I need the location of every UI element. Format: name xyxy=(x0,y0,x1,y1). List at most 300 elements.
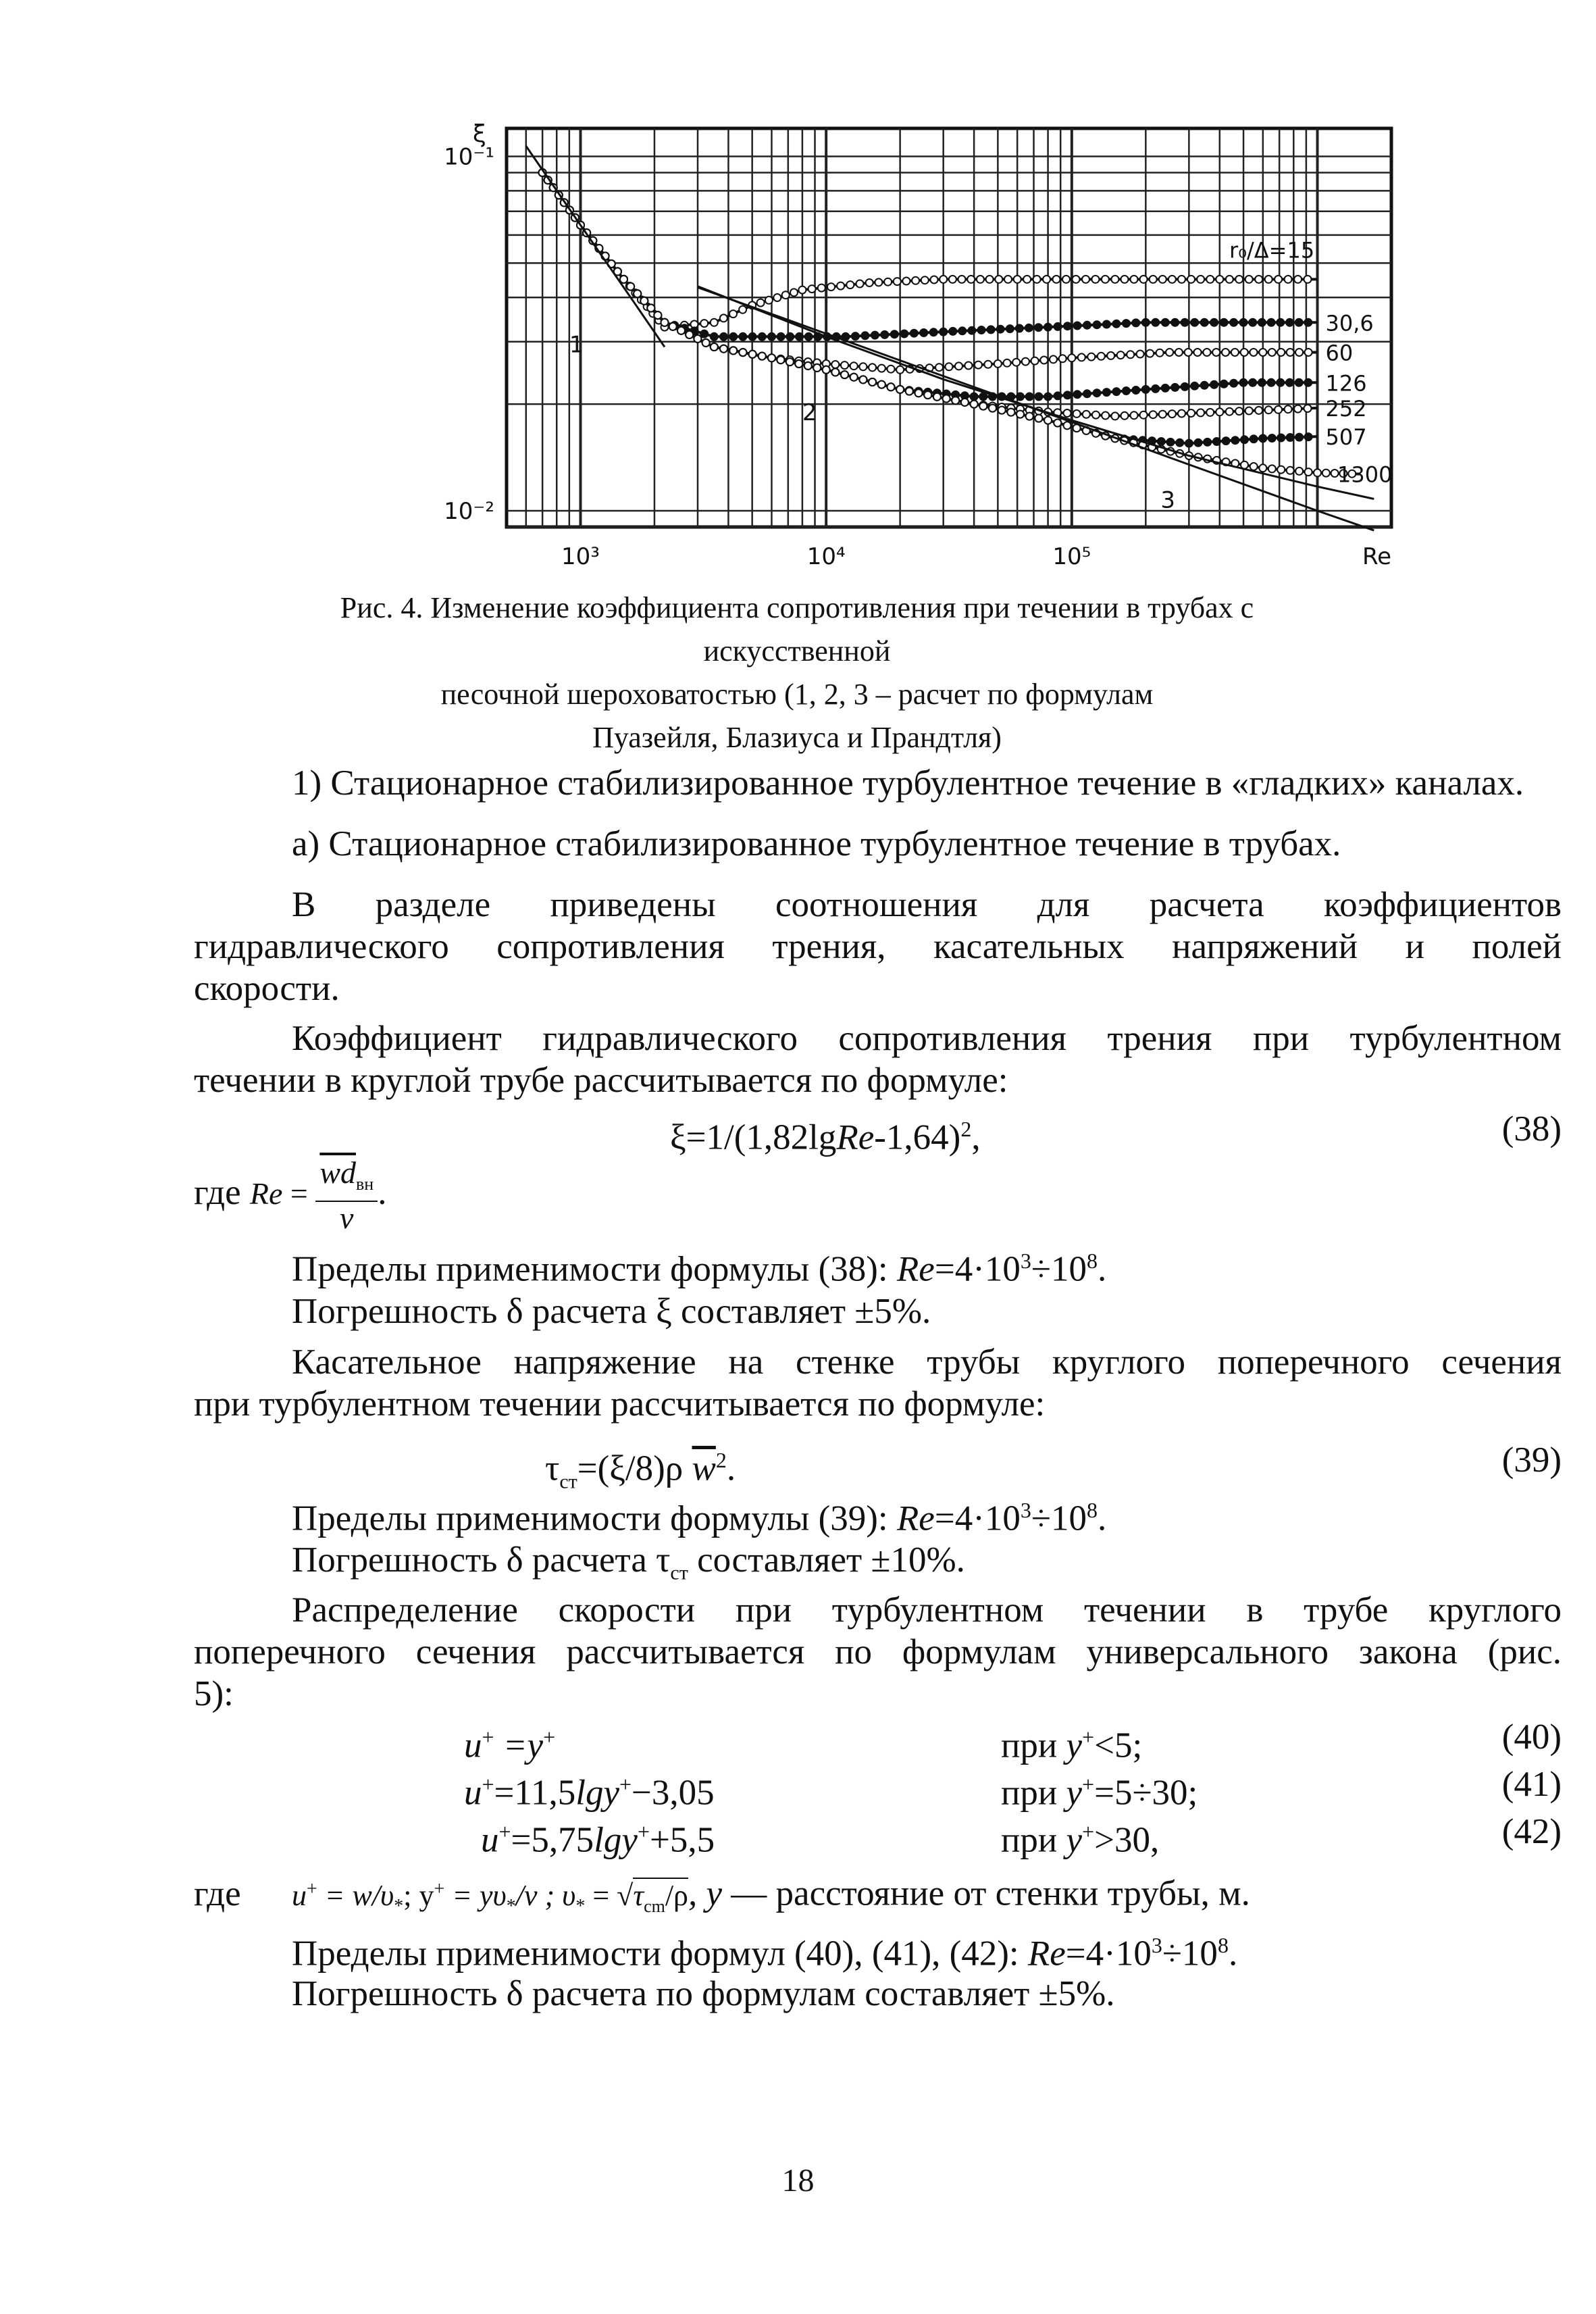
data-point xyxy=(1050,355,1057,363)
data-point xyxy=(1092,411,1100,419)
data-point xyxy=(1167,438,1175,446)
data-point xyxy=(1025,324,1033,332)
data-point xyxy=(930,328,937,336)
data-point xyxy=(878,381,885,388)
data-point xyxy=(1231,436,1239,444)
data-point xyxy=(1194,349,1202,356)
data-point xyxy=(1287,434,1294,441)
data-point xyxy=(1146,350,1154,357)
data-point xyxy=(1064,422,1071,429)
para1-line3: скорости. xyxy=(194,969,340,1008)
heading-smooth-channels: 1) Стационарное стабилизированное турбулентное течение в «гладких» каналах. xyxy=(292,763,1524,803)
data-point xyxy=(818,284,825,292)
data-point xyxy=(1216,408,1223,416)
chart-svg xyxy=(419,108,1445,595)
data-point xyxy=(627,283,634,291)
data-point xyxy=(1245,276,1253,283)
data-point xyxy=(1062,276,1070,283)
data-point xyxy=(1255,407,1262,414)
data-point xyxy=(931,276,938,284)
data-point xyxy=(1287,467,1294,474)
para3-line1: Касательное напряжение на стенке трубы круглого поперечного сечения xyxy=(292,1342,1562,1382)
para3-line2: при турбулентном течении рассчитывается по формуле: xyxy=(194,1384,1046,1424)
reynolds-definition: где Re = $\frac{\overline{wd}_{вн}}{\nu}$ . xyxy=(194,1155,387,1236)
data-point xyxy=(1235,276,1243,283)
data-point xyxy=(1212,349,1220,356)
data-point xyxy=(777,356,784,363)
data-point xyxy=(729,333,737,341)
data-point xyxy=(933,393,941,401)
curve-label-3: 3 xyxy=(1160,486,1176,514)
data-point xyxy=(910,330,918,337)
reynolds-fraction: $\frac{\overline{wd}_{вн}}{\nu}$ xyxy=(315,1157,378,1234)
data-point xyxy=(634,290,641,297)
data-point xyxy=(861,332,869,339)
velocity-definitions: где $u^+ = w/\upsilon_*$; $y^+ = y\upsilon_*/\nu$ ; $\upsilon_* = √\tau_{cm}/\rho$, y — расстояние от стенки трубы, м. xyxy=(194,1873,1250,1917)
data-point xyxy=(1140,411,1148,419)
data-point xyxy=(949,328,956,335)
data-point xyxy=(924,391,931,399)
data-point xyxy=(1226,276,1233,283)
data-point xyxy=(739,306,746,313)
y-tick-label: 10⁻² xyxy=(444,498,494,526)
data-point xyxy=(884,278,892,286)
eq40-condition: при y+<5; xyxy=(1001,1725,1143,1765)
data-point xyxy=(1249,319,1256,326)
x-tick-label: 10⁴ xyxy=(806,543,846,570)
data-point xyxy=(852,332,859,340)
data-point xyxy=(1295,379,1303,386)
data-point xyxy=(1159,276,1166,283)
data-point xyxy=(1203,349,1210,356)
data-point xyxy=(1074,322,1081,330)
series-label-126: 126 xyxy=(1325,370,1367,397)
friction-coefficient-chart xyxy=(419,108,1445,595)
series-line-252 xyxy=(542,173,1317,416)
data-point xyxy=(935,363,943,371)
eq40-formula: u+ =y+ xyxy=(464,1725,556,1765)
limits-40-42: Пределы применимости формул (40), (41), (42): $Re=4\cdot 10^3\div 10^8$. xyxy=(292,1933,1238,1973)
data-point xyxy=(654,311,661,319)
data-point xyxy=(777,333,785,341)
data-point xyxy=(891,330,898,338)
data-point xyxy=(1004,276,1012,283)
data-point xyxy=(977,276,984,283)
data-point xyxy=(949,276,956,283)
data-point xyxy=(757,299,765,307)
paragraph-velocity xyxy=(194,1589,1562,1715)
data-point xyxy=(1102,276,1109,283)
data-point xyxy=(1304,405,1312,412)
series-line-507 xyxy=(542,173,1317,444)
data-point xyxy=(1277,466,1285,474)
data-point xyxy=(1035,393,1042,401)
data-point xyxy=(1082,276,1089,283)
data-point xyxy=(1304,319,1312,326)
data-point xyxy=(1187,409,1195,417)
data-point xyxy=(995,276,1002,283)
data-point xyxy=(1176,439,1183,447)
data-point xyxy=(1137,351,1144,358)
data-point xyxy=(869,378,876,386)
data-point xyxy=(1054,420,1061,427)
paragraph-friction xyxy=(194,1017,1562,1101)
data-point xyxy=(1026,393,1033,401)
data-point xyxy=(1107,352,1114,359)
data-point xyxy=(1098,353,1105,360)
data-point xyxy=(1259,349,1266,356)
para1-line1: В разделе приведены соотношения для расчета коэффициентов xyxy=(292,885,1562,924)
data-point xyxy=(1220,319,1228,326)
data-point xyxy=(939,276,947,283)
series-label-1300: 1300 xyxy=(1337,461,1393,488)
data-point xyxy=(1150,411,1157,418)
data-point xyxy=(765,297,773,304)
x-tick-label: 10³ xyxy=(561,543,600,570)
data-point xyxy=(749,333,756,341)
data-point xyxy=(1117,351,1125,359)
data-point xyxy=(1268,379,1275,386)
data-point xyxy=(1111,412,1118,420)
data-point xyxy=(804,362,812,370)
data-point xyxy=(900,330,908,338)
data-point xyxy=(1171,319,1179,326)
data-point xyxy=(669,323,677,330)
data-point xyxy=(1178,276,1185,283)
data-point xyxy=(1285,276,1292,283)
data-point xyxy=(1111,276,1118,283)
data-point xyxy=(1132,319,1139,326)
data-point xyxy=(859,376,867,383)
series-line-60 xyxy=(542,173,1317,370)
data-point xyxy=(1231,349,1239,356)
y-tick-label: 10⁻¹ xyxy=(444,143,494,171)
data-point xyxy=(1191,382,1198,390)
data-point xyxy=(823,366,830,374)
data-point xyxy=(1181,319,1189,326)
data-point xyxy=(1171,384,1179,391)
data-point xyxy=(1064,391,1071,399)
data-point xyxy=(979,393,987,401)
data-point xyxy=(1259,434,1266,442)
series-label-60: 60 xyxy=(1325,340,1354,366)
data-point xyxy=(997,326,1004,333)
data-point xyxy=(1043,276,1050,283)
data-point xyxy=(841,361,848,369)
data-point xyxy=(1222,437,1230,445)
eq39-number: (39) xyxy=(1501,1440,1562,1480)
data-point xyxy=(700,330,708,338)
data-point xyxy=(958,327,966,334)
data-point xyxy=(921,276,929,284)
where-label-1: где xyxy=(194,1172,241,1212)
y-axis-label: ξ xyxy=(472,120,486,148)
error-38: Погрешность δ расчета ξ составляет ±5%. xyxy=(292,1292,931,1331)
data-point xyxy=(1026,413,1033,420)
data-point xyxy=(831,368,839,376)
data-point xyxy=(1016,411,1024,418)
data-point xyxy=(894,278,901,285)
data-point xyxy=(998,407,1006,414)
data-point xyxy=(1250,463,1258,470)
figure-caption xyxy=(257,586,1337,759)
data-point xyxy=(955,362,962,370)
data-point xyxy=(875,278,882,286)
data-point xyxy=(808,285,816,293)
paragraph-shear xyxy=(194,1341,1562,1425)
limits-39: Пределы применимости формулы (39): $Re=4\cdot 10^3\div 10^8$. xyxy=(292,1498,1107,1538)
data-point xyxy=(1033,276,1041,283)
data-point xyxy=(1210,319,1218,326)
where-label-2: где xyxy=(194,1873,241,1913)
data-point xyxy=(1294,276,1302,283)
data-point xyxy=(1132,386,1139,394)
data-point xyxy=(1197,276,1204,283)
data-point xyxy=(1314,469,1321,476)
data-point xyxy=(1073,410,1081,418)
data-point xyxy=(871,332,879,339)
data-point xyxy=(1054,392,1062,399)
error-40-42: Погрешность δ расчета по формулам составляет ±5%. xyxy=(292,1974,1115,2013)
data-point xyxy=(1044,417,1052,424)
data-point xyxy=(1201,319,1208,326)
data-point xyxy=(1150,276,1157,283)
data-point xyxy=(729,310,737,318)
data-point xyxy=(1168,410,1176,418)
data-point xyxy=(1023,276,1031,283)
data-point xyxy=(729,347,737,354)
data-point xyxy=(1162,384,1169,392)
data-point xyxy=(964,362,972,370)
data-point xyxy=(786,358,794,366)
data-point xyxy=(1265,406,1272,413)
data-point xyxy=(859,363,867,370)
data-point xyxy=(1277,379,1284,386)
data-point xyxy=(1093,321,1101,328)
data-point xyxy=(720,333,727,341)
data-point xyxy=(1102,412,1109,420)
data-point xyxy=(720,345,727,353)
data-point xyxy=(987,326,995,333)
data-point xyxy=(1083,411,1090,418)
data-point xyxy=(1068,354,1075,361)
data-point xyxy=(1166,349,1173,356)
eq38-formula: ξ=1/(1,82lgRe-1,64)$^2$, xyxy=(670,1117,981,1157)
data-point xyxy=(1016,325,1023,332)
data-point xyxy=(1121,276,1129,283)
data-point xyxy=(1191,319,1198,326)
data-point xyxy=(677,327,685,334)
data-point xyxy=(946,363,953,370)
data-point xyxy=(1220,380,1228,388)
caption-line-3: Пуазейля, Блазиуса и Прандтля) xyxy=(592,721,1002,754)
data-point xyxy=(1007,409,1014,416)
paragraph-intro xyxy=(194,884,1562,1009)
eq39-formula: $\tau_{ст}=(\xi/8)\rho$ $\overline{w}^2$. xyxy=(545,1448,736,1493)
data-point xyxy=(1235,407,1243,415)
data-point xyxy=(1156,349,1164,357)
series-line-126 xyxy=(542,173,1317,397)
data-point xyxy=(1093,389,1101,397)
data-point xyxy=(1240,379,1247,386)
data-point xyxy=(1064,409,1071,417)
eq42-number: (42) xyxy=(1501,1812,1562,1851)
x-axis-label: Re xyxy=(1362,543,1391,570)
data-point xyxy=(1277,349,1285,356)
data-point xyxy=(1277,434,1285,442)
data-point xyxy=(850,374,858,381)
data-point xyxy=(647,305,654,312)
data-point xyxy=(1140,276,1148,283)
data-point xyxy=(1255,276,1262,283)
series-line-1 xyxy=(526,146,665,347)
data-point xyxy=(915,389,923,397)
data-point xyxy=(986,276,994,283)
data-point xyxy=(1181,383,1189,391)
data-point xyxy=(850,362,858,370)
data-point xyxy=(952,397,959,404)
data-point xyxy=(1035,324,1042,331)
data-point xyxy=(1241,349,1248,356)
data-point xyxy=(796,333,803,341)
data-point xyxy=(694,335,701,343)
data-point xyxy=(943,395,950,403)
para1-line2: гидравлического сопротивления трения, касательных напряжений и полей xyxy=(194,927,1562,966)
data-point xyxy=(758,353,766,360)
limits-38: Пределы применимости формулы (38): $Re=4\cdot 10^3\div 10^8$. xyxy=(292,1249,1107,1289)
data-point xyxy=(1230,319,1237,326)
data-point xyxy=(1258,319,1266,326)
curve-label-2: 2 xyxy=(802,399,817,427)
data-point xyxy=(749,351,756,358)
data-point xyxy=(813,364,821,372)
data-point xyxy=(881,331,888,338)
data-point xyxy=(975,361,982,369)
data-point xyxy=(1152,319,1159,326)
data-point xyxy=(1131,411,1138,419)
series-label-306: 30,6 xyxy=(1325,310,1374,336)
data-point xyxy=(1152,385,1159,393)
series-line-15 xyxy=(542,173,1317,328)
data-point xyxy=(961,399,969,406)
eq42-formula: u+=5,75lgy++5,5 xyxy=(481,1819,715,1860)
data-point xyxy=(1035,415,1042,422)
data-point xyxy=(1206,276,1214,283)
data-point xyxy=(1074,391,1081,398)
data-point xyxy=(846,281,854,288)
data-point xyxy=(1142,386,1150,393)
data-point xyxy=(1249,379,1256,386)
data-point xyxy=(1265,276,1272,283)
data-point xyxy=(1250,435,1258,443)
data-point xyxy=(1195,439,1202,447)
data-point xyxy=(1123,320,1130,327)
data-point xyxy=(1103,388,1110,396)
x-tick-label: 10⁵ xyxy=(1052,543,1091,570)
data-point xyxy=(1295,349,1303,356)
para4-line3: 5): xyxy=(194,1674,234,1713)
series-label-507: 507 xyxy=(1325,424,1367,451)
data-point xyxy=(1103,321,1110,328)
data-point xyxy=(790,288,798,296)
data-point xyxy=(1295,434,1303,441)
data-point xyxy=(1054,323,1062,330)
data-point xyxy=(902,278,910,285)
data-point xyxy=(984,361,992,368)
data-point xyxy=(896,366,904,374)
data-point xyxy=(1250,349,1258,356)
data-point xyxy=(1286,319,1293,326)
data-point xyxy=(1268,465,1276,472)
data-point xyxy=(768,354,775,361)
data-point xyxy=(782,291,790,299)
data-point xyxy=(700,320,708,327)
data-point xyxy=(1040,357,1048,364)
heading-pipes: а) Стационарное стабилизированное турбулентное течение в трубах. xyxy=(292,824,1341,863)
data-point xyxy=(1121,412,1129,420)
data-point xyxy=(869,363,876,371)
data-point xyxy=(1127,351,1134,358)
data-point xyxy=(640,297,648,305)
data-point xyxy=(1078,353,1085,361)
caption-line-1: Рис. 4. Изменение коэффициента сопротивления при течении в трубах с искусственной xyxy=(340,591,1254,668)
data-point xyxy=(620,276,627,283)
data-point xyxy=(1168,276,1176,283)
legend-title: r₀/Δ=15 xyxy=(1229,237,1315,263)
data-point xyxy=(1044,324,1052,331)
eq42-condition: при y+>30, xyxy=(1001,1819,1160,1860)
data-point xyxy=(773,294,781,301)
data-point xyxy=(1158,438,1165,445)
data-point xyxy=(1185,349,1192,356)
data-point xyxy=(1162,319,1169,326)
data-point xyxy=(906,388,913,395)
error-39: Погрешность δ расчета $\tau_{ст}$ составляет ±10%. xyxy=(292,1540,965,1584)
data-point xyxy=(686,331,693,338)
data-point xyxy=(1268,319,1275,326)
eq41-number: (41) xyxy=(1501,1765,1562,1804)
eq40-number: (40) xyxy=(1501,1717,1562,1757)
data-point xyxy=(1091,276,1099,283)
data-point xyxy=(711,319,718,326)
data-point xyxy=(1204,438,1211,446)
data-point xyxy=(1216,276,1223,283)
data-point xyxy=(978,326,985,334)
data-point xyxy=(1016,393,1024,401)
data-point xyxy=(1305,433,1312,441)
data-point xyxy=(1112,388,1120,395)
data-point xyxy=(1053,276,1060,283)
data-point xyxy=(1294,405,1302,413)
data-point xyxy=(1142,319,1150,326)
data-point xyxy=(711,343,718,351)
data-point xyxy=(887,383,895,391)
data-point xyxy=(1222,349,1229,356)
eq41-condition: при y+=5÷30; xyxy=(1001,1772,1198,1813)
data-point xyxy=(1304,379,1312,386)
data-point xyxy=(1131,276,1138,283)
data-point xyxy=(1287,349,1294,356)
data-point xyxy=(1213,438,1220,445)
data-point xyxy=(1240,319,1247,326)
data-point xyxy=(702,339,710,347)
data-point xyxy=(1006,325,1014,332)
data-point xyxy=(798,286,806,294)
data-point xyxy=(1178,410,1185,418)
data-point xyxy=(920,329,927,336)
data-point xyxy=(939,328,947,336)
data-point xyxy=(1230,380,1237,387)
